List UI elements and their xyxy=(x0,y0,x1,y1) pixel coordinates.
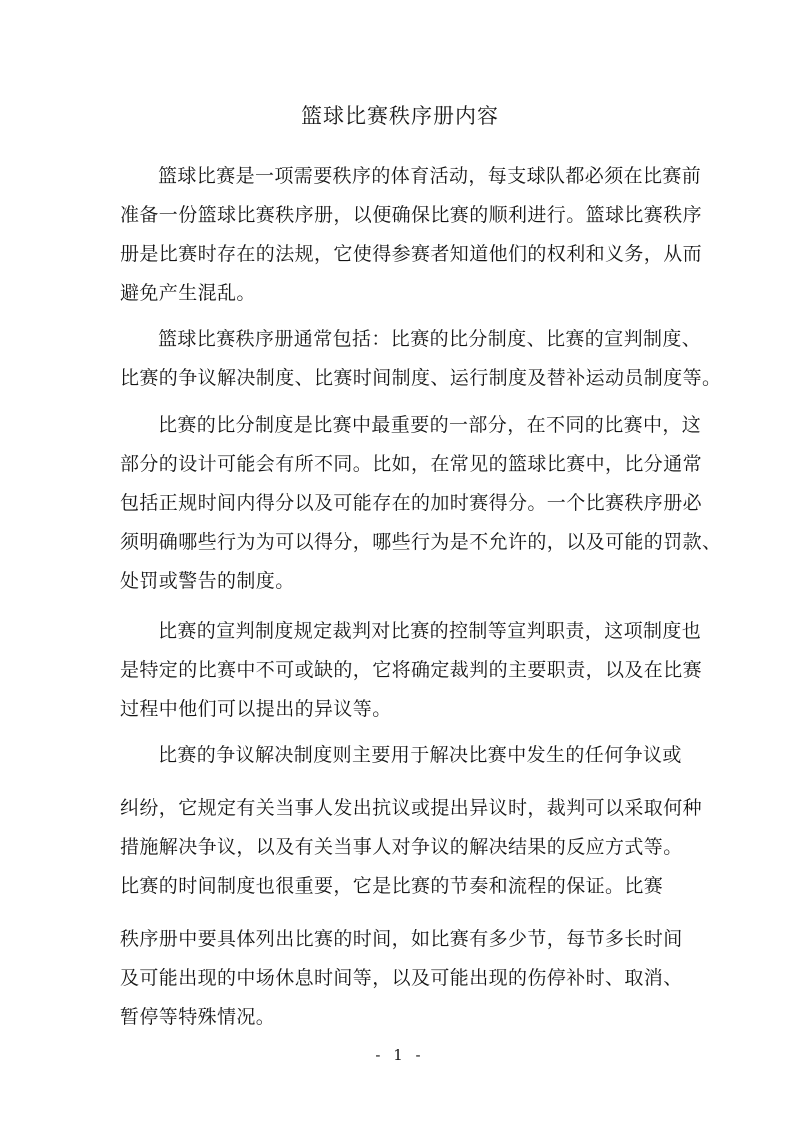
text-line: 避免产生混乱。 xyxy=(120,282,256,304)
text-line: 处罚或警告的制度。 xyxy=(120,570,295,592)
text-line: 及可能出现的中场休息时间等，以及可能出现的伤停补时、取消、 xyxy=(120,967,683,989)
text-line: 准备一份篮球比赛秩序册，以便确保比赛的顺利进行。篮球比赛秩序 xyxy=(120,204,703,226)
text-line: 比赛的时间制度也很重要，它是比赛的节奏和流程的保证。比赛 xyxy=(120,875,664,897)
text-line: 比赛的争议解决制度、比赛时间制度、运行制度及替补运动员制度等。 xyxy=(120,367,722,389)
text-line: 部分的设计可能会有所不同。比如，在常见的篮球比赛中，比分通常 xyxy=(120,453,703,475)
text-line: 比赛的比分制度是比赛中最重要的一部分，在不同的比赛中，这 xyxy=(158,414,702,436)
text-line: 册是比赛时存在的法规，它使得参赛者知道他们的权利和义务，从而 xyxy=(120,243,703,265)
text-line: 须明确哪些行为为可以得分，哪些行为是不允许的，以及可能的罚款、 xyxy=(120,531,722,553)
text-line: 比赛的宣判制度规定裁判对比赛的控制等宣判职责，这项制度也 xyxy=(158,620,702,642)
document-title: 篮球比赛秩序册内容 xyxy=(301,104,499,128)
text-line: 措施解决争议，以及有关当事人对争议的解决结果的反应方式等。 xyxy=(120,836,683,858)
text-line: 秩序册中要具体列出比赛的时间，如比赛有多少节，每节多长时间 xyxy=(120,928,683,950)
text-line: 包括正规时间内得分以及可能存在的加时赛得分。一个比赛秩序册必 xyxy=(120,492,703,514)
text-line: 篮球比赛是一项需要秩序的体育活动，每支球队都必须在比赛前 xyxy=(158,165,702,187)
text-line: 比赛的争议解决制度则主要用于解决比赛中发生的任何争议或 xyxy=(158,744,682,766)
page-number: - 1 - xyxy=(375,1046,425,1064)
text-line: 是特定的比赛中不可或缺的，它将确定裁判的主要职责，以及在比赛 xyxy=(120,659,703,681)
text-line: 纠纷，它规定有关当事人发出抗议或提出异议时，裁判可以采取何种 xyxy=(120,797,703,819)
text-line: 过程中他们可以提出的异议等。 xyxy=(120,698,392,720)
text-line: 篮球比赛秩序册通常包括：比赛的比分制度、比赛的宣判制度、 xyxy=(158,328,702,350)
text-line: 暂停等特殊情况。 xyxy=(120,1006,276,1028)
